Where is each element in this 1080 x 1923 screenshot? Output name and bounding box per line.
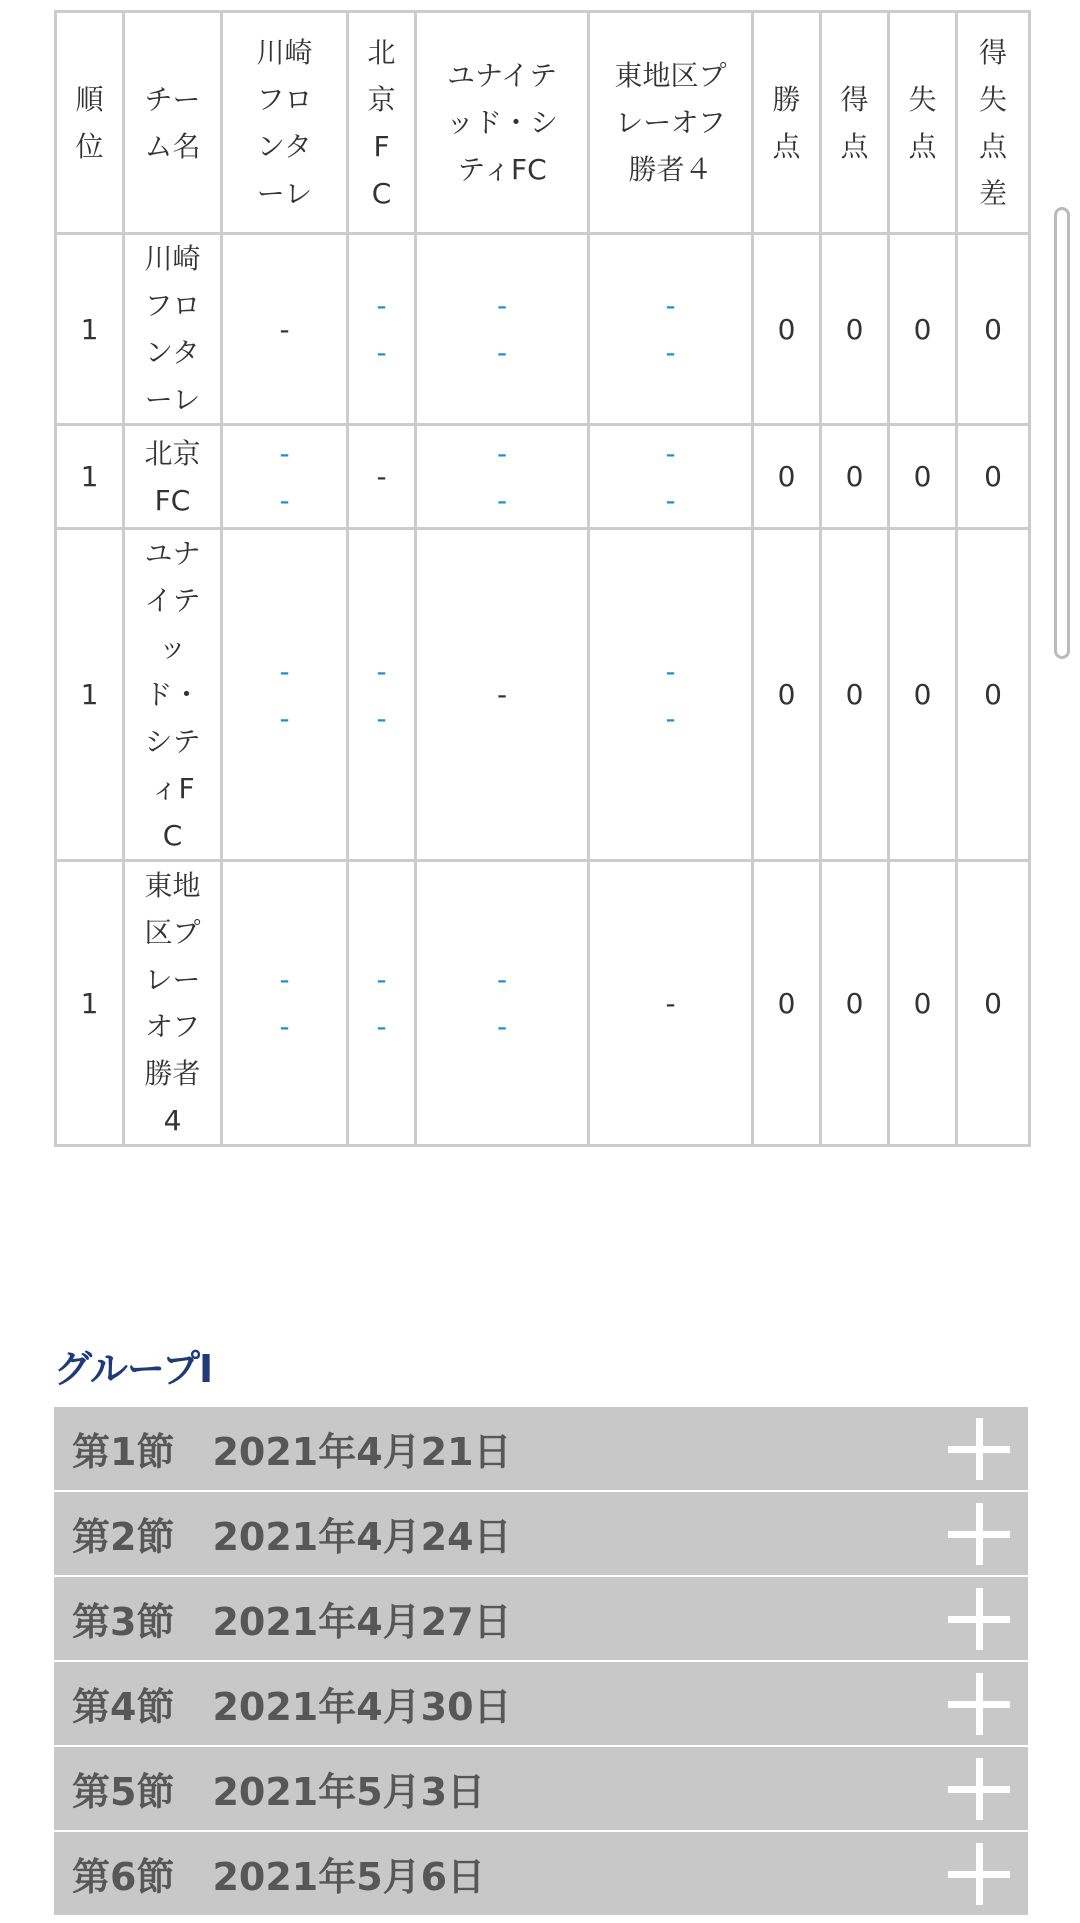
match-result-link[interactable]: - bbox=[279, 701, 290, 735]
scrollbar[interactable] bbox=[1054, 207, 1070, 659]
header-rank bbox=[56, 12, 124, 234]
result-cell bbox=[589, 425, 753, 529]
team-name-line: ッ bbox=[158, 631, 187, 664]
plus-icon[interactable] bbox=[948, 1673, 1010, 1735]
match-result-link[interactable]: - bbox=[665, 701, 676, 735]
table-row bbox=[56, 425, 1030, 529]
points-cell: 0 bbox=[753, 425, 821, 529]
header-label: チー bbox=[144, 82, 201, 116]
goals-against-cell: 0 bbox=[889, 425, 957, 529]
rank-cell: 1 bbox=[56, 425, 124, 529]
team-name-line: C bbox=[162, 819, 183, 852]
plus-icon[interactable] bbox=[948, 1588, 1010, 1650]
header-label: ッド・シ bbox=[445, 106, 558, 139]
header-label: 失 bbox=[978, 82, 1007, 116]
header-label: F bbox=[373, 129, 390, 163]
team-name-line: ユナ bbox=[144, 537, 201, 570]
result-cell bbox=[348, 234, 416, 425]
team-name-line: フロ bbox=[144, 289, 201, 322]
match-result-link[interactable]: - bbox=[496, 963, 508, 996]
matchday-label: 第4節 2021年4月30日 bbox=[72, 1685, 512, 1729]
header-team-2 bbox=[348, 12, 416, 234]
match-result-link[interactable]: - bbox=[665, 654, 676, 688]
result-cell bbox=[222, 425, 348, 529]
goals-against-cell: 0 bbox=[889, 861, 957, 1146]
match-result-link[interactable]: - bbox=[376, 701, 387, 735]
standings-table bbox=[54, 10, 1031, 1147]
team-name-line: 4 bbox=[163, 1104, 182, 1137]
header-team-3 bbox=[416, 12, 589, 234]
plus-icon[interactable] bbox=[948, 1418, 1010, 1480]
plus-icon[interactable] bbox=[948, 1503, 1010, 1565]
matchday-label: 第3節 2021年4月27日 bbox=[72, 1600, 512, 1644]
team-name-line: ィF bbox=[150, 772, 195, 805]
header-label: ーレ bbox=[256, 176, 313, 210]
goal-difference-cell: 0 bbox=[957, 425, 1030, 529]
match-result-link[interactable]: - bbox=[279, 483, 290, 517]
goal-difference-cell: 0 bbox=[957, 529, 1030, 861]
plus-icon[interactable] bbox=[948, 1758, 1010, 1820]
table-header-row bbox=[56, 12, 1030, 234]
result-self-cell: - bbox=[348, 425, 416, 529]
table-row bbox=[56, 861, 1030, 1146]
header-label: ム名 bbox=[144, 129, 201, 163]
header-label: 順 bbox=[75, 82, 104, 116]
team-name-line: 東地 bbox=[144, 869, 201, 902]
team-name-cell bbox=[124, 861, 222, 1146]
match-result-link[interactable]: - bbox=[279, 963, 290, 996]
result-cell bbox=[589, 234, 753, 425]
result-cell bbox=[416, 234, 589, 425]
team-name-line: ーレ bbox=[144, 383, 201, 416]
match-result-link[interactable]: - bbox=[376, 336, 387, 369]
goals-against-cell: 0 bbox=[889, 529, 957, 861]
header-label: フロ bbox=[256, 82, 313, 116]
team-name-line: レー bbox=[144, 963, 201, 996]
rank-cell: 1 bbox=[56, 529, 124, 861]
match-result-link[interactable]: - bbox=[496, 436, 508, 470]
header-label: 点 bbox=[840, 129, 869, 163]
team-name-cell bbox=[124, 425, 222, 529]
header-points bbox=[753, 12, 821, 234]
header-label: 点 bbox=[772, 129, 801, 163]
matchday-label: 第1節 2021年4月21日 bbox=[72, 1430, 512, 1474]
match-result-link[interactable]: - bbox=[279, 1010, 290, 1043]
rank-cell: 1 bbox=[56, 234, 124, 425]
matchday-list bbox=[54, 1407, 1028, 1917]
matchday-row[interactable] bbox=[54, 1577, 1028, 1660]
header-goals-for bbox=[821, 12, 889, 234]
matchday-row[interactable] bbox=[54, 1832, 1028, 1915]
header-label: 勝 bbox=[772, 82, 801, 116]
match-result-link[interactable]: - bbox=[665, 436, 676, 470]
group-title: グループI bbox=[54, 1347, 213, 1391]
header-label: 東地区プ bbox=[614, 59, 727, 92]
plus-icon[interactable] bbox=[948, 1843, 1010, 1905]
team-name-line: イテ bbox=[144, 584, 201, 617]
team-name-cell bbox=[124, 529, 222, 861]
header-label: 点 bbox=[978, 129, 1007, 163]
header-label: C bbox=[371, 176, 392, 210]
team-name-line: 区プ bbox=[144, 916, 201, 949]
rank-cell: 1 bbox=[56, 861, 124, 1146]
table-row bbox=[56, 529, 1030, 861]
match-result-link[interactable]: - bbox=[496, 483, 508, 517]
match-result-link[interactable]: - bbox=[665, 483, 676, 517]
matchday-row[interactable] bbox=[54, 1747, 1028, 1830]
result-self-cell: - bbox=[222, 234, 348, 425]
result-cell bbox=[416, 425, 589, 529]
matchday-row[interactable] bbox=[54, 1407, 1028, 1490]
match-result-link[interactable]: - bbox=[279, 654, 290, 688]
goals-for-cell: 0 bbox=[821, 861, 889, 1146]
result-cell bbox=[222, 861, 348, 1146]
match-result-link[interactable]: - bbox=[376, 654, 387, 688]
match-result-link[interactable]: - bbox=[376, 289, 387, 322]
header-label: ンタ bbox=[257, 129, 312, 163]
goals-against-cell: 0 bbox=[889, 234, 957, 425]
result-self-cell: - bbox=[589, 861, 753, 1146]
header-label: ユナイテ bbox=[446, 59, 558, 92]
match-result-link[interactable]: - bbox=[496, 336, 508, 369]
match-result-link[interactable]: - bbox=[496, 1010, 508, 1043]
header-label: 京 bbox=[367, 82, 396, 116]
goals-for-cell: 0 bbox=[821, 234, 889, 425]
header-label: 得 bbox=[978, 35, 1007, 69]
match-result-link[interactable]: - bbox=[279, 436, 290, 470]
points-cell: 0 bbox=[753, 861, 821, 1146]
team-name-line: 北京 bbox=[144, 436, 201, 470]
header-label: 位 bbox=[75, 129, 104, 163]
header-label: 点 bbox=[908, 129, 937, 163]
header-label: 差 bbox=[978, 176, 1007, 210]
result-self-cell: - bbox=[416, 529, 589, 861]
header-label: 川崎 bbox=[256, 35, 313, 69]
table-row bbox=[56, 234, 1030, 425]
matchday-row[interactable] bbox=[54, 1492, 1028, 1575]
header-team bbox=[124, 12, 222, 234]
team-name-cell bbox=[124, 234, 222, 425]
result-cell bbox=[589, 529, 753, 861]
team-name-line: ンタ bbox=[145, 336, 200, 369]
points-cell: 0 bbox=[753, 529, 821, 861]
team-name-line: FC bbox=[154, 483, 191, 517]
header-team-4 bbox=[589, 12, 753, 234]
result-cell bbox=[416, 861, 589, 1146]
match-result-link[interactable]: - bbox=[665, 289, 676, 322]
match-result-link[interactable]: - bbox=[376, 1010, 387, 1043]
match-result-link[interactable]: - bbox=[665, 336, 676, 369]
header-goal-difference bbox=[957, 12, 1030, 234]
team-name-line: 川崎 bbox=[144, 242, 201, 275]
header-label: ティFC bbox=[457, 153, 547, 186]
team-name-line: オフ bbox=[144, 1010, 201, 1043]
goals-for-cell: 0 bbox=[821, 425, 889, 529]
matchday-label: 第5節 2021年5月3日 bbox=[72, 1770, 486, 1814]
matchday-row[interactable] bbox=[54, 1662, 1028, 1745]
matchday-label: 第6節 2021年5月6日 bbox=[72, 1855, 486, 1899]
header-label: 得 bbox=[840, 82, 869, 116]
result-cell bbox=[348, 529, 416, 861]
header-team-1 bbox=[222, 12, 348, 234]
header-label: 勝者４ bbox=[628, 153, 713, 186]
goal-difference-cell: 0 bbox=[957, 861, 1030, 1146]
match-result-link[interactable]: - bbox=[496, 289, 508, 322]
team-name-line: 勝者 bbox=[144, 1057, 201, 1090]
header-label: 失 bbox=[908, 82, 937, 116]
goals-for-cell: 0 bbox=[821, 529, 889, 861]
team-name-line: ド・ bbox=[144, 678, 201, 711]
header-goals-against bbox=[889, 12, 957, 234]
match-result-link[interactable]: - bbox=[376, 963, 387, 996]
team-name-line: シテ bbox=[144, 725, 201, 758]
header-label: 北 bbox=[367, 35, 396, 69]
goal-difference-cell: 0 bbox=[957, 234, 1030, 425]
points-cell: 0 bbox=[753, 234, 821, 425]
matchday-label: 第2節 2021年4月24日 bbox=[72, 1515, 512, 1559]
result-cell bbox=[222, 529, 348, 861]
header-label: レーオフ bbox=[615, 106, 726, 139]
result-cell bbox=[348, 861, 416, 1146]
